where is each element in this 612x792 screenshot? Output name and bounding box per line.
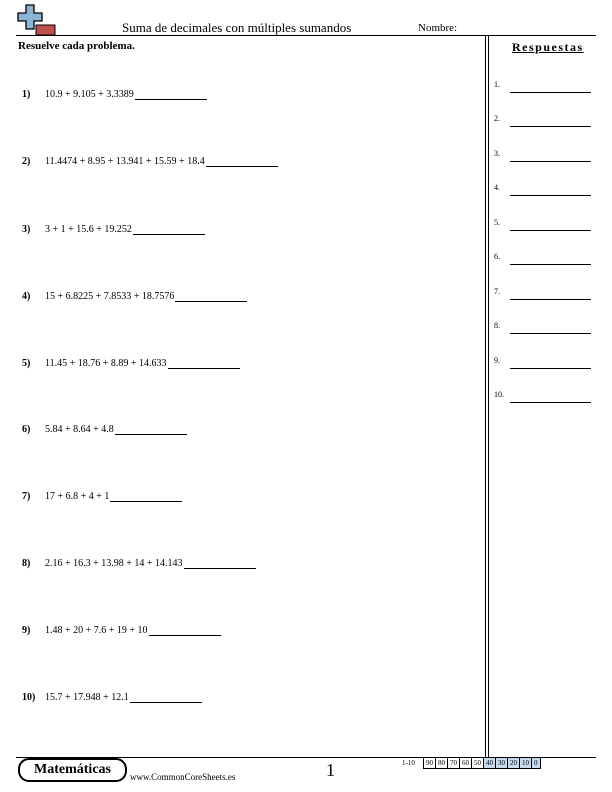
answer-blank[interactable] <box>206 156 278 167</box>
problem-item <box>22 84 207 100</box>
score-cell: 20 <box>507 757 520 769</box>
problem-number: 2) <box>22 156 31 167</box>
answer-row <box>494 80 594 94</box>
answer-number: 6. <box>494 252 500 261</box>
answer-blank[interactable] <box>175 291 247 302</box>
answer-number: 10. <box>494 390 504 399</box>
answers-title: Respuestas <box>512 40 584 54</box>
answer-number: 5. <box>494 218 500 227</box>
answer-row <box>494 218 594 232</box>
answer-line[interactable] <box>510 92 591 93</box>
answer-number: 3. <box>494 149 500 158</box>
problem-item <box>22 687 202 703</box>
site-url: www.CommonCoreSheets.es <box>130 772 236 782</box>
worksheet-title: Suma de decimales con múltiples sumandos <box>122 20 352 35</box>
page-number: 1 <box>326 760 335 780</box>
answer-number: 7. <box>494 287 500 296</box>
answer-line[interactable] <box>510 230 591 231</box>
answer-number: 2. <box>494 114 500 123</box>
score-cell: 80 <box>435 757 448 769</box>
problem-item <box>22 553 256 569</box>
answer-column-divider <box>485 35 489 757</box>
problem-number: 5) <box>22 358 31 369</box>
problem-number: 8) <box>22 558 31 569</box>
subject-badge: Matemáticas <box>18 758 127 782</box>
answer-row <box>494 287 594 301</box>
answer-blank[interactable] <box>184 558 256 569</box>
answer-row <box>494 183 594 197</box>
score-cell: 70 <box>447 757 460 769</box>
problem-number: 9) <box>22 625 31 636</box>
answer-line[interactable] <box>510 333 591 334</box>
answer-line[interactable] <box>510 402 591 403</box>
problem-item <box>22 620 221 636</box>
problem-number: 1) <box>22 89 31 100</box>
problem-item <box>22 419 187 435</box>
answer-row <box>494 390 594 404</box>
problem-expression: 10.9 + 9.105 + 3.3389 <box>45 89 134 100</box>
score-cell: 30 <box>495 757 508 769</box>
answer-row <box>494 321 594 335</box>
answer-line[interactable] <box>510 299 591 300</box>
problem-expression: 3 + 1 + 15.6 + 19.252 <box>45 224 132 235</box>
problem-expression: 17 + 6.8 + 4 + 1 <box>45 491 110 502</box>
answer-line[interactable] <box>510 195 591 196</box>
answer-blank[interactable] <box>168 358 240 369</box>
answer-blank[interactable] <box>110 491 182 502</box>
score-range-label: 1-10 <box>402 759 415 767</box>
problem-number: 3) <box>22 224 31 235</box>
answer-blank[interactable] <box>149 625 221 636</box>
problem-item <box>22 353 240 369</box>
problem-number: 7) <box>22 491 31 502</box>
score-table <box>424 757 541 769</box>
answer-line[interactable] <box>510 368 591 369</box>
answer-blank[interactable] <box>130 692 202 703</box>
problem-expression: 15.7 + 17.948 + 12.1 <box>45 692 129 703</box>
answer-number: 8. <box>494 321 500 330</box>
problem-number: 6) <box>22 424 31 435</box>
answer-line[interactable] <box>510 126 591 127</box>
answer-number: 1. <box>494 80 500 89</box>
answer-row <box>494 114 594 128</box>
score-cell: 90 <box>423 757 436 769</box>
answer-line[interactable] <box>510 161 591 162</box>
problem-expression: 2.16 + 16.3 + 13.98 + 14 + 14.143 <box>45 558 183 569</box>
answer-line[interactable] <box>510 264 591 265</box>
problem-item <box>22 486 182 502</box>
header-divider <box>16 35 596 36</box>
answer-row <box>494 149 594 163</box>
score-cell: 10 <box>519 757 532 769</box>
plus-sign-icon <box>16 4 56 38</box>
problem-item <box>22 219 205 235</box>
problem-expression: 15 + 6.8225 + 7.8533 + 18.7576 <box>45 291 175 302</box>
answer-number: 9. <box>494 356 500 365</box>
score-cell: 50 <box>471 757 484 769</box>
problem-item <box>22 151 278 167</box>
answer-blank[interactable] <box>115 424 187 435</box>
score-cell: 60 <box>459 757 472 769</box>
problem-expression: 5.84 + 8.64 + 4.8 <box>45 424 114 435</box>
answer-blank[interactable] <box>135 89 207 100</box>
answer-row <box>494 356 594 370</box>
name-label: Nombre: <box>418 22 458 34</box>
problem-number: 10) <box>22 692 36 703</box>
score-cell: 0 <box>531 757 541 769</box>
problem-number: 4) <box>22 291 31 302</box>
answer-blank[interactable] <box>133 224 205 235</box>
instructions: Resuelve cada problema. <box>18 40 135 52</box>
problem-item <box>22 286 247 302</box>
problem-expression: 11.4474 + 8.95 + 13.941 + 15.59 + 18.4 <box>45 156 205 167</box>
problem-expression: 11.45 + 18.76 + 8.89 + 14.633 <box>45 358 167 369</box>
answer-number: 4. <box>494 183 500 192</box>
score-cell: 40 <box>483 757 496 769</box>
problem-expression: 1.48 + 20 + 7.6 + 19 + 10 <box>45 625 148 636</box>
answer-row <box>494 252 594 266</box>
